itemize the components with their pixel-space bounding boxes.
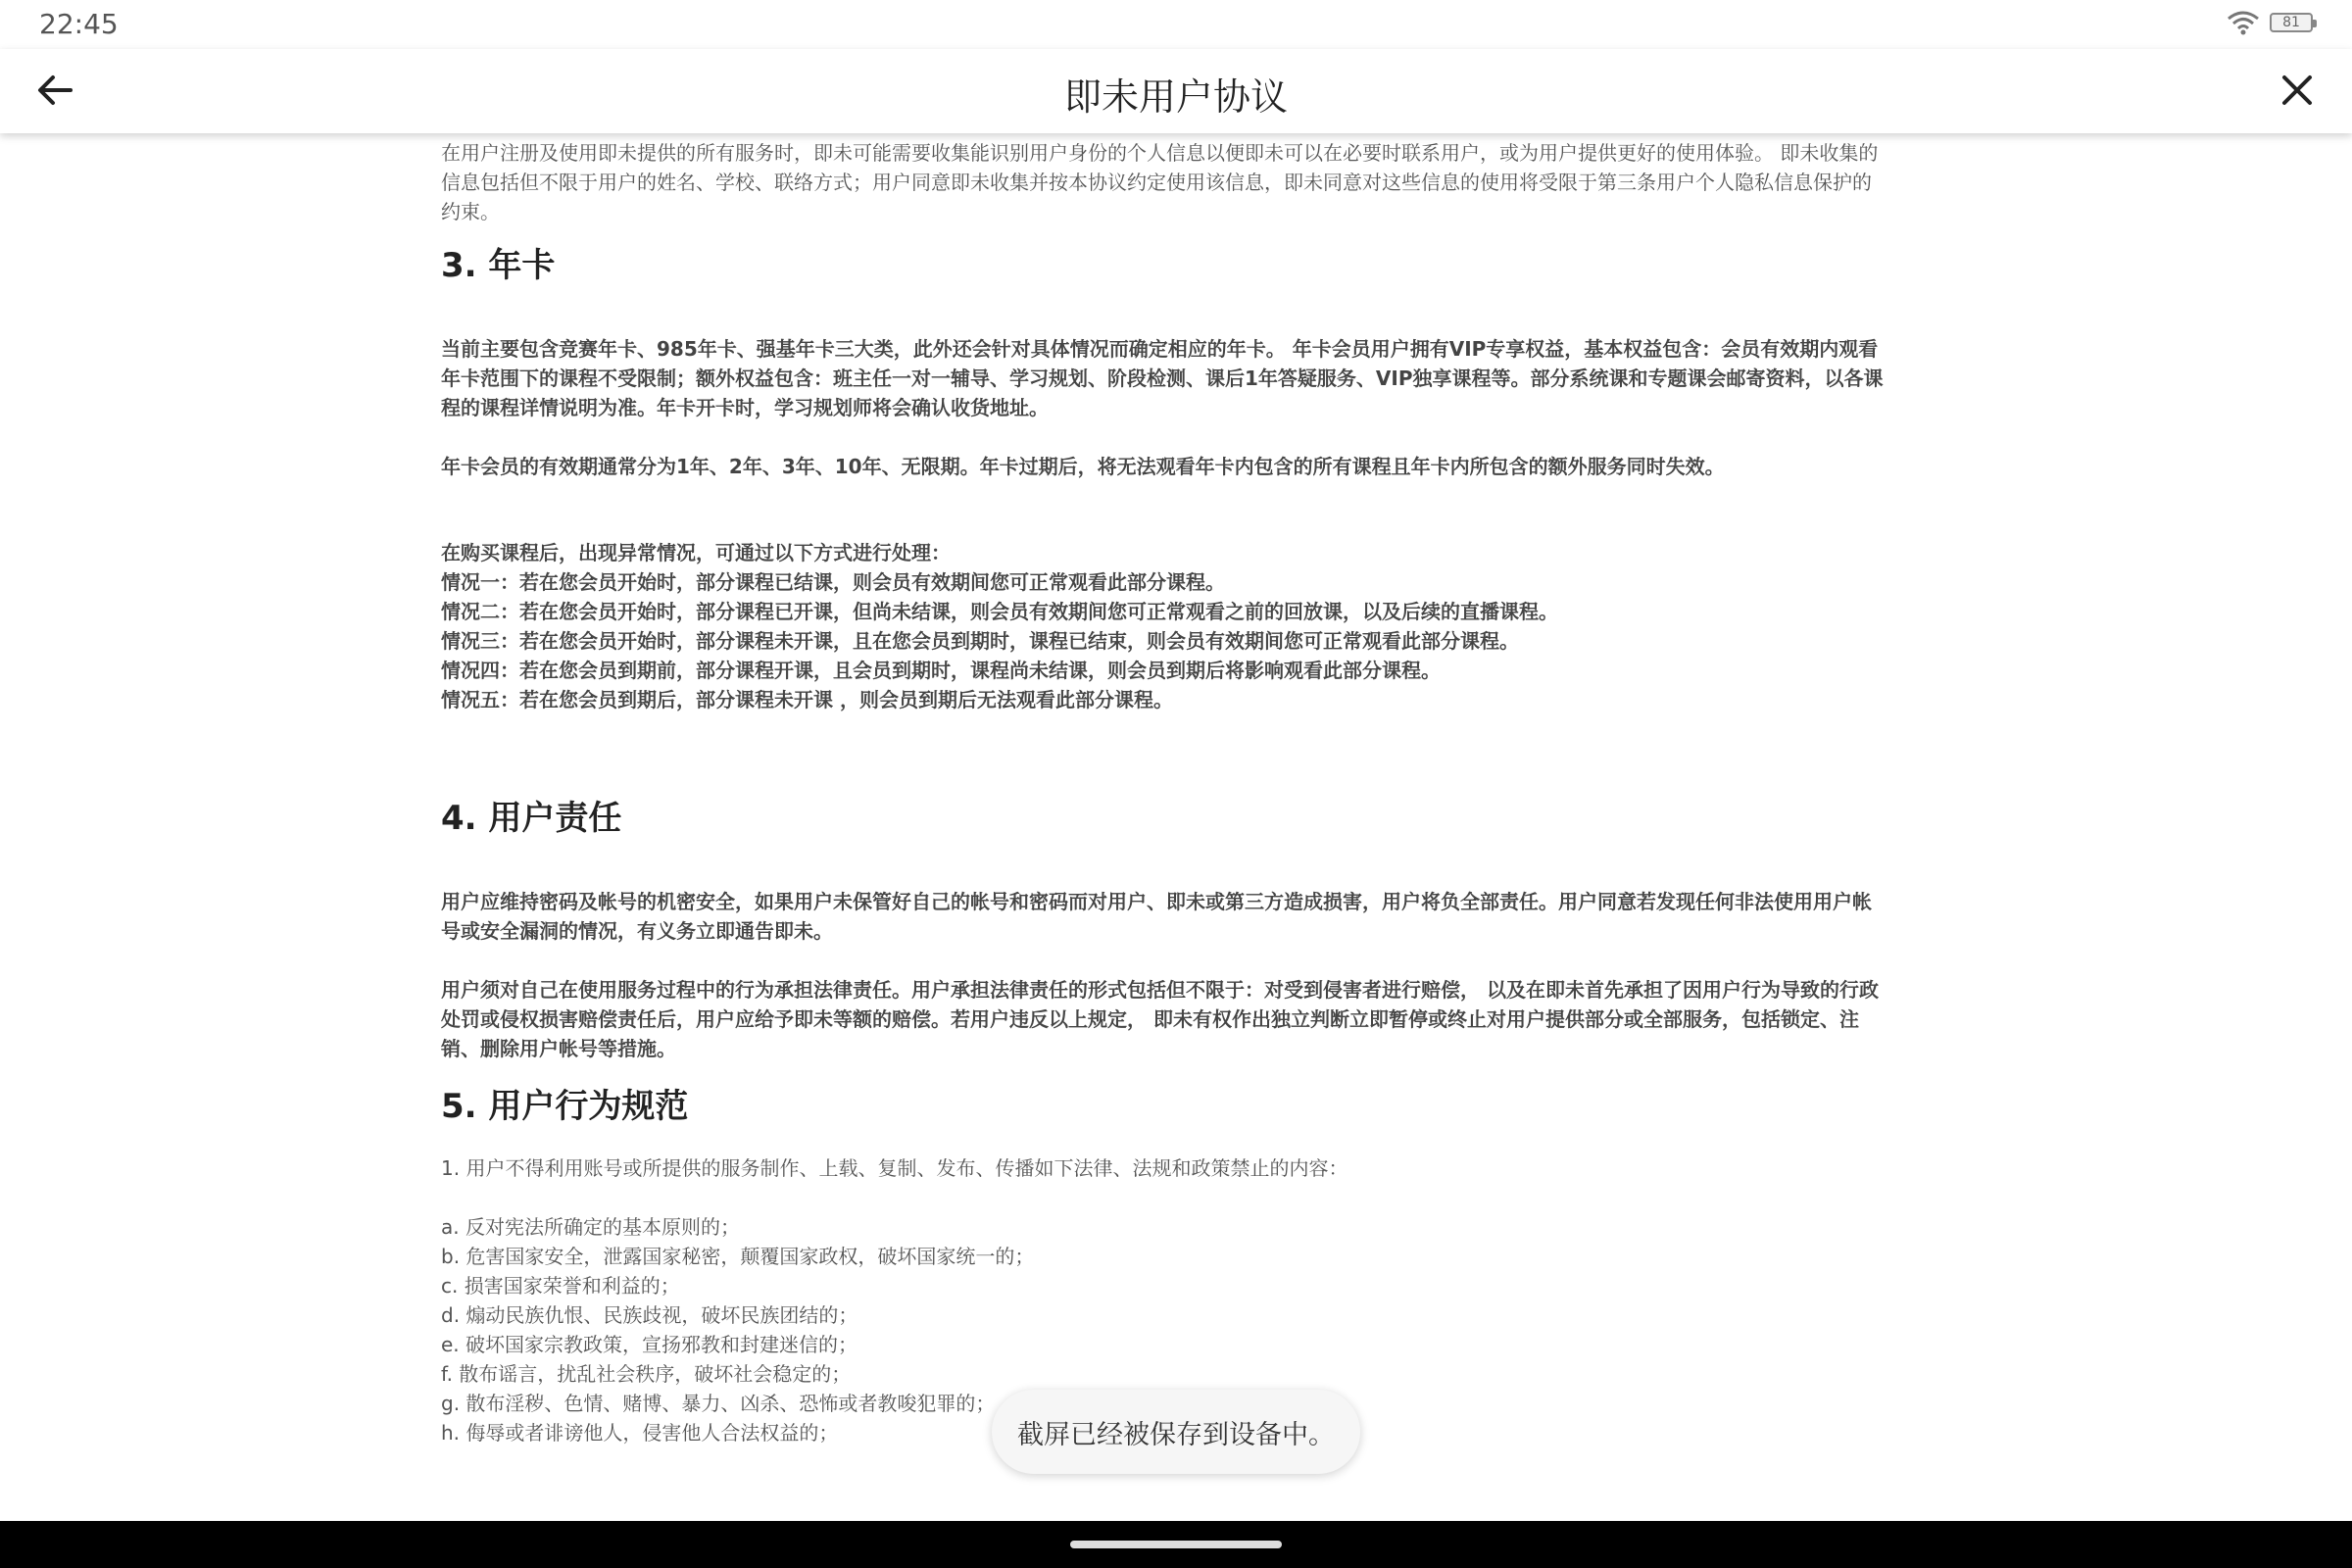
text-line: 年卡范围下的课程不受限制；额外权益包含：班主任一对一辅导、学习规划、阶段检测、课后1年答疑服务、VIP独享课程等。部分系统课和专题课会邮寄资料，以各课 [441,367,1884,390]
battery-icon [2270,13,2313,32]
text-line: 1. 用户不得利用账号或所提供的服务制作、上载、复制、发布、传播如下法律、法规和政策禁止的内容： [441,1156,1348,1180]
wifi-icon [2227,10,2260,35]
section-5-paragraph-1 [441,1153,1911,1183]
text-line: 信息包括但不限于用户的姓名、学校、联络方式；用户同意即未收集并按本协议约定使用该信息，即未同意对这些信息的使用将受限于第三条用户个人隐私信息保护的 [441,171,1872,194]
app-bar [0,49,2352,133]
text-line: 情况五：若在您会员到期后，部分课程未开课 ，则会员到期后无法观看此部分课程。 [441,688,1173,711]
section-3-paragraph-1 [441,334,1911,422]
section-4-paragraph-2 [441,975,1911,1063]
section-3-paragraph-3 [441,538,1911,714]
status-time: 22:45 [39,8,119,40]
list-item: h. 侮辱或者诽谤他人，侵害他人合法权益的； [441,1421,839,1445]
text-line: 年卡会员的有效期通常分为1年、2年、3年、10年、无限期。年卡过期后，将无法观看年卡内包含的所有课程且年卡内所包含的额外服务同时失效。 [441,455,1725,478]
section-3-title: 3. 年卡 [441,246,556,285]
section-5-title: 5. 用户行为规范 [441,1087,689,1126]
section-3-paragraph-2 [441,452,1911,481]
section-4-title: 4. 用户责任 [441,799,622,838]
list-item: d. 煽动民族仇恨、民族歧视，破坏民族团结的； [441,1303,858,1327]
system-nav-bar [0,1521,2352,1568]
text-line: 在用户注册及使用即未提供的所有服务时，即未可能需要收集能识别用户身份的个人信息以便即未可以在必要时联系用户，或为用户提供更好的使用体验。 即未收集的 [441,141,1879,165]
text-line: 用户应维持密码及帐号的机密安全，如果用户未保管好自己的帐号和密码而对用户、即未或第三方造成损害，用户将负全部责任。用户同意若发现任何非法使用用户帐 [441,890,1872,913]
text-line: 在购买课程后，出现异常情况，可通过以下方式进行处理： [441,541,951,564]
text-line: 当前主要包含竞赛年卡、985年卡、强基年卡三大类，此外还会针对具体情况而确定相应的年卡。 年卡会员用户拥有VIP专享权益，基本权益包含：会员有效期内观看 [441,337,1879,361]
status-icons [2227,10,2313,35]
list-item: c. 损害国家荣誉和利益的； [441,1274,680,1298]
battery-level: 81 [2282,15,2300,30]
agreement-content[interactable] [441,133,1911,1521]
page-title: 即未用户协议 [1063,75,1288,119]
screenshot-saved-toast: 截屏已经被保存到设备中。 [992,1390,1360,1474]
text-line: 情况四：若在您会员到期前，部分课程开课，且会员到期时，课程尚未结课，则会员到期后将影响观看此部分课程。 [441,659,1441,682]
list-item: f. 散布谣言，扰乱社会秩序，破坏社会稳定的； [441,1362,852,1386]
list-item: b. 危害国家安全，泄露国家秘密，颠覆国家政权，破坏国家统一的； [441,1245,1035,1268]
text-line: 情况一：若在您会员开始时，部分课程已结课，则会员有效期间您可正常观看此部分课程。 [441,570,1225,594]
list-item: e. 破坏国家宗教政策，宣扬邪教和封建迷信的； [441,1333,858,1356]
section-4-paragraph-1 [441,887,1911,946]
text-line: 处罚或侵权损害赔偿责任后，用户应给予即未等额的赔偿。若用户违反以上规定， 即未有权作出独立判断立即暂停或终止对用户提供部分或全部服务，包括锁定、注 [441,1007,1859,1031]
intro-paragraph [441,138,1911,226]
text-line: 程的课程详情说明为准。年卡开卡时，学习规划师将会确认收货地址。 [441,396,1049,419]
text-line: 用户须对自己在使用服务过程中的行为承担法律责任。用户承担法律责任的形式包括但不限于：对受到侵害者进行赔偿， 以及在即未首先承担了因用户行为导致的行政 [441,978,1879,1002]
status-bar [0,0,2352,49]
list-item: g. 散布淫秽、色情、赌博、暴力、凶杀、恐怖或者教唆犯罪的； [441,1392,996,1415]
text-line: 号或安全漏洞的情况，有义务立即通告即未。 [441,919,833,943]
list-item: a. 反对宪法所确定的基本原则的； [441,1215,740,1239]
text-line: 情况三：若在您会员开始时，部分课程未开课，且在您会员到期时，课程已结束，则会员有效期间您可正常观看此部分课程。 [441,629,1519,653]
text-line: 销、删除用户帐号等措施。 [441,1037,676,1060]
text-line: 约束。 [441,200,500,223]
close-icon[interactable] [2276,69,2319,112]
home-indicator[interactable] [1070,1541,1282,1548]
text-line: 情况二：若在您会员开始时，部分课程已开课，但尚未结课，则会员有效期间您可正常观看之前的回放课，以及后续的直播课程。 [441,600,1558,623]
